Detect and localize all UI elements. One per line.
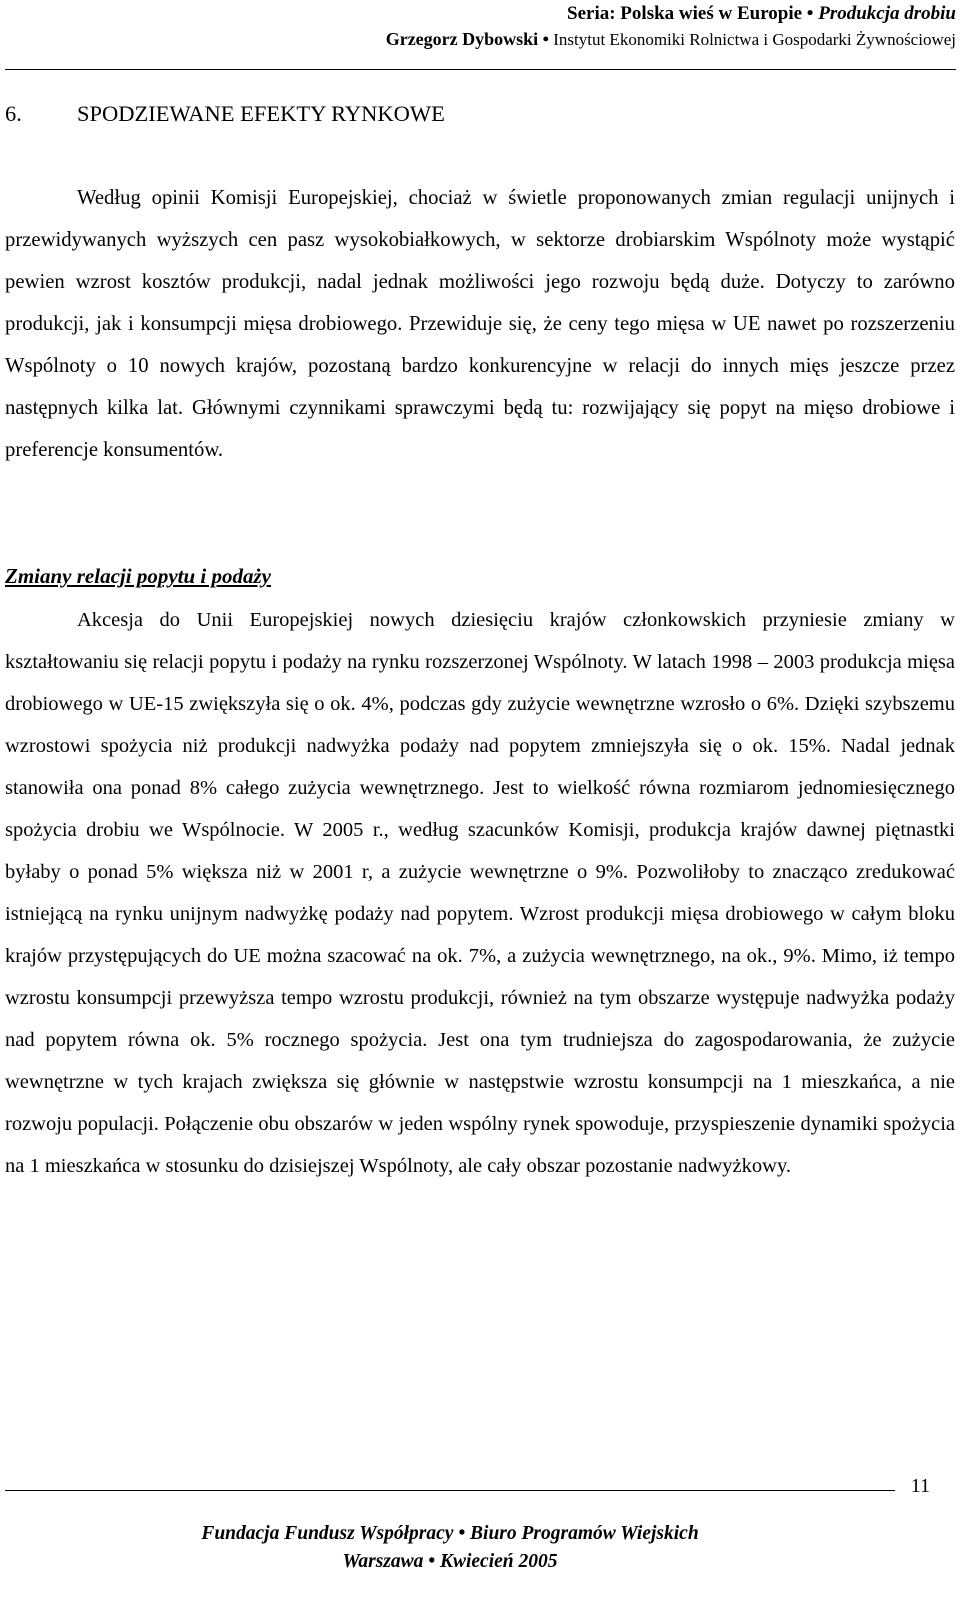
footer-line-1: Fundacja Fundusz Współpracy • Biuro Programów Wiejskich [201, 1523, 699, 1544]
footer-line-2: Warszawa • Kwiecień 2005 [342, 1551, 558, 1572]
series-title: Produkcja drobiu [818, 3, 956, 24]
page-number: 11 [910, 1475, 930, 1497]
page-footer [0, 1520, 900, 1576]
author-line [0, 26, 956, 53]
author-name: Grzegorz Dybowski • [385, 29, 549, 49]
page-header [0, 2, 956, 53]
series-prefix: Seria: Polska wieś w Europie • [567, 3, 814, 24]
section-heading [5, 101, 445, 127]
section-title: SPODZIEWANE EFEKTY RYNKOWE [77, 101, 445, 126]
footer-divider [5, 1490, 895, 1491]
section-number: 6. [5, 101, 22, 126]
institute-name: Instytut Ekonomiki Rolnictwa i Gospodarki Żywnościowej [553, 30, 956, 49]
series-line [0, 2, 956, 26]
subheading: Zmiany relacji popytu i podaży [5, 564, 271, 588]
paragraph-2: Akcesja do Unii Europejskiej nowych dziesięciu krajów członkowskich przyniesie zmiany w kształtowaniu się relacji popytu i podaży na rynku rozszerzonej Wspólnoty. W latach 1998 – 2003 produkcja mięsa drobiowego w UE-15 zwiększyła się o ok. 4%, podczas gdy zużycie wewnętrzne wzrosło o 6%. Dzięki szybszemu wzrostowi spożycia niż produkcji nadwyżka podaży nad popytem zmniejszyła się o ok. 15%. Nadal jednak stanowiła ona ponad 8% całego zużycia wewnętrznego. Jest to wielkość równa rozmiarom jednomiesięcznego spożycia drobiu we Wspólnocie. W 2005 r., według szacunków Komisji, produkcja krajów dawnej piętnastki byłaby o ponad 5% większa niż w 2001 r, a zużycie wewnętrzne o 9%. Pozwoliłoby to znacząco zredukować istniejącą na rynku unijnym nadwyżkę podaży nad popytem. Wzrost produkcji mięsa drobiowego w całym bloku krajów przystępujących do UE można szacować na ok. 7%, a zużycia wewnętrznego, na ok., 9%. Mimo, iż tempo wzrostu konsumpcji przewyższa tempo wzrostu produkcji, również na tym obszarze występuje nadwyżka podaży nad popytem równa ok. 5% rocznego spożycia. Jest ona tym trudniejsza do zagospodarowania, że zużycie wewnętrzne w tych krajach zwiększa się głównie w następstwie wzrostu konsumpcji na 1 mieszkańca, a nie rozwoju populacji. Połączenie obu obszarów w jeden wspólny rynek spowoduje, przyspieszenie dynamiki spożycia na 1 mieszkańca w stosunku do dzisiejszej Wspólnoty, ale cały obszar pozostanie nadwyżkowy. [5, 609, 955, 1177]
header-divider [5, 69, 956, 70]
paragraph-1: Według opinii Komisji Europejskiej, chociaż w świetle proponowanych zmian regulacji unijnych i przewidywanych wyższych cen pasz wysokobiałkowych, w sektorze drobiarskim Wspólnoty może wystąpić pewien wzrost kosztów produkcji, nadal jednak możliwości jego rozwoju będą duże. Dotyczy to zarówno produkcji, jak i konsumpcji mięsa drobiowego. Przewiduje się, że ceny tego mięsa w UE nawet po rozszerzeniu Wspólnoty o 10 nowych krajów, pozostaną bardzo konkurencyjne w relacji do innych mięs jeszcze przez następnych kilka lat. Głównymi czynnikami sprawczymi będą tu: rozwijający się popyt na mięso drobiowe i preferencje konsumentów. [5, 187, 955, 461]
